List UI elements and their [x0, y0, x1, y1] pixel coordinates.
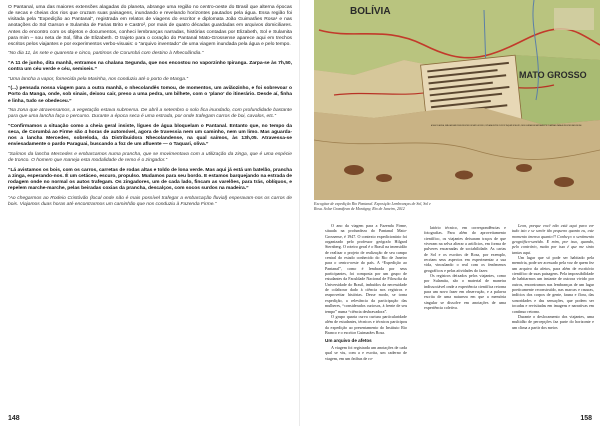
- travel-quote-paragraph: “No dia 11, às sete e quarenta e cinco, partimos de Corumbá com destino à Nhecolândia.”: [8, 51, 204, 57]
- map-photograph: [314, 0, 600, 200]
- right-column-1: [325, 223, 407, 361]
- map-photo-illustration: [314, 0, 600, 200]
- right-column-3: [512, 223, 594, 330]
- body-paragraph: Um lugar que só pode ser habitado pela memória, pode ser acessado pela voz de quem fez um arquivo da afetos, para além de escritório científico de suas paisagens. Pela impossibilidade de habitarmos um instante de outrora vivido por outros, encontramos nas lembranças de um lugar poeticamente reconstruído, nas marcas e rasuras, indícios dos corpos de gente, fauna e flora, das sonoridades e das sensações, que podem ser tocadas e revisitadas em imagens e narrativas em contínuo retorno.: [512, 255, 594, 314]
- rosa-quote-paragraph: “(...) pensada nossa viagem para a outra manhã, o nhecolandês tomou, de momentos, um aviãozinho, e foi sobrevoar o Porto da Manga, onde, sob sinais, deixou cair, preso a uma pedra, um bilhete, com o ‘plano’ do itinerário. Desde aí, finha e linha, tudo se obedeceu.”: [8, 86, 292, 104]
- map-label-bolivia: BOLÍVIA: [350, 6, 391, 17]
- right-column-2: [424, 225, 506, 311]
- map-label-mato-grosso: MATO GROSSO: [519, 70, 587, 80]
- rosa-quote-paragraph: “Lá avistamos os bois, com os carros, carretas de rodas altas e toldo de lona verde. Mas aqui já está um batelão, prancha a zinga, esperando-nos. É um cetáceo, escuro, propulso. Mudamos para seu bordo. E estamos barquejando na estrada de rodagem onde no normal os autos trafegam. Os zingadores, um de cada lado, fincam as varelões, para trás, oblíquos, e repelem marche-marche, pelas beiradas coxias da prancha, descalços, com socos surdos na madeira.”: [8, 167, 292, 192]
- photo-caption: Excogitur de expedição Rio Pantanal. Exposição Lembranças de Sol, Sol e Rosa. Solar Grandjean de Montigny, Rio de Janeiro, 2012: [314, 202, 431, 211]
- travel-quote-paragraph: “Saímos da lancha Mercedes e embarcamos numa prancha, que se movimentava com a utilização da zinga, que é uma espécie de tronco. O homem que maneja esta modalidade de remo é o zingador.”: [8, 151, 292, 164]
- page-number-left: 148: [8, 415, 20, 422]
- travel-quote-paragraph: “Uma lancha a vapor, fornecida pela Marinha, nos conduziu até o porto de Manga.”: [8, 76, 188, 82]
- body-paragraph: O grupo quarta curva curtura particularidade além de estudantes, técnicos e técnicos participou da expedição ao presentamento do Instituto Rio Branco e o escritor Guimarães Rosa.: [325, 313, 407, 335]
- intro-paragraph: O Pantanal, uma das maiores extensões alagadas do planeta, abrange uma região no centro-oeste do Brasil que alterna épocas de secas e cheias dos rios que cruzam suas paisagens, inundando e revelando horizontes pautados pela água. Essa região foi visitada pela “Expedição ao Pantanal”, registrada em relatos de viagens do escritor e diplomata João Guimarães Rosa¹ e nas anotações do Sol Garson e Sulamita de Farias Brito e Castro², por mais de quatro décadas guardadas em arquivos domiciliares. Antes do encontro com os objetos e documentos, conheci lembranças narradas, histórias contadas por Elizabeth, Sol e Sulamita para mim – sou neta de Sol, filha de Elizabeth. O trajeto para o coração do Pantanal Mato-Grossense aparece aqui em trechos escritos pelos viajantes e por experimentos verbo-visuais: o “arquivo inventado” de uma viagem inundada pela água e pelo tempo.: [8, 5, 292, 47]
- body-paragraph: A viagem foi registrada um anotações de cada qual se viu, com a e escrita, um caderno de viagem, em um ônibus de ro-: [325, 345, 407, 361]
- travel-quote-paragraph: “Na zona que atravessamos, a vegetação estava submersa. De abril a setembro o solo fica inundado, com profundidade bastante para que uma lancha faça o percurso. Durante a época seca é uma estrada, por onde trafegam carros de boi, cavalos, etc.”: [8, 108, 292, 120]
- body-paragraph: Os registros deixados pelos viajantes, como por Sulamita, são o material de maneira indissociável onde a experiência científica retorna para um novo fazer em observação, e a palavra escrita de uma natureza em que a memória singular se dissolve em anotações de uma experiência coletiva.: [424, 273, 506, 311]
- page-number-right: 158: [580, 415, 592, 422]
- rosa-quote-paragraph: “Confirmamos a situação como a cheia geral insiste, lígues de água bloquelam o Pantanal. Entanto que, no tempo da seca, de Corumbá ao Firme são 4 horas de automóvel, agora de travessia nem um caminho, nem um limo. Mas aguarda-nos a lancha Mercedes, sobreloda, da Distribuidora Nhecolandense, na qual saímos, às 13h,05. Atravessa-se enviesadamente o pardo Paraguai, buscando a foz de um afluente — o Taquari, oliva.”: [8, 123, 292, 148]
- left-text-column: [8, 5, 292, 211]
- body-paragraph: latório técnico, em correspondências e fotografias. Para além do aproveitamento científico, os viajantes deixaram traços de que viveram na selva alterar a artifícios, em forma de pulveres encarnadas de sociabilidade. As cartas de Sol e os escritos de Rosa, por exemplo, recriam seus aspectos em experimentar a sua vida, vinculando o real com os fenômenos geográficos e pelas atividades do fazer.: [424, 225, 506, 273]
- body-paragraph: Durante o deslocamento dos viajantes, uma multidão de percepções faz parte do horizonte e um clima a partir dos meios: [512, 313, 594, 330]
- rosa-quote-paragraph: “A 11 de junho, dita manhã, entramos na chalana Segunda, que nos encostou no vaporzinho Ipiranga. Zarpa-se às 7h,50, contra um céu verde e céu, semiseis.”: [8, 61, 292, 73]
- section-heading: Um arquivo de afetos: [325, 338, 372, 344]
- travel-quote-paragraph: “Ao chegarmos ao Rodeio Cristóvão (local onde não é mais possível trafegar a embarcação fluvial) esperavam-nos os carros de bois. Viajamos duas horas até encontrarmos um caminhão que nos conduziu à Fazenda Firme.”: [8, 195, 292, 207]
- map-sign-text: A NHECOLÂNDIA, UMA DAS MAIS RICAS REGIÕES DE MATO-GROSSO, SITUADA ENTRE OS RIOS TAQUARI E NEGRO, DESLOCARAM-SE RAPIDAMENTE OS ANIMAIS PARA AS REGIÕES MAIS SECAS: [431, 126, 582, 127]
- body-paragraph: O ano da viagem para a Fazenda Firme, situada na profundeza do Pantanal Mato-Grossense, é 1947. O contexto expedicionário foi organizado pelo professor geógrafo Hilgard Sternberg. O roteiro geral é o Brasil na imensidão de realizar o projeto de realização de seu campo central do estado conhecido do Rio de Janeiro para o centro-oeste do país. A “Expedição ao Pantanal”, como é lembrada por seus participantes, foi composta por um grupo de estudantes da Faculdade Nacional de Filosofia da Universidade do Brasil, imbuídos da necessidade de colaborar dado à ciência nos registros e reaproveitar histórias. Desse modo, se torna expedição, a relevância da participação das mulheres, “considerados curiosos, à frente de seu tempo” numa “ciência desbravadora”.: [325, 223, 407, 314]
- block-quote: Leon, porque você não está aqui para ver tudo isto e se sentir tão pequeno quanto eu, este momento imenso quanto?! Conheço o sentimento geográfico-sentido. E mim, por isso, quando, pelo contrário, muito por isso é que me sinto tantas aqui.: [512, 223, 594, 255]
